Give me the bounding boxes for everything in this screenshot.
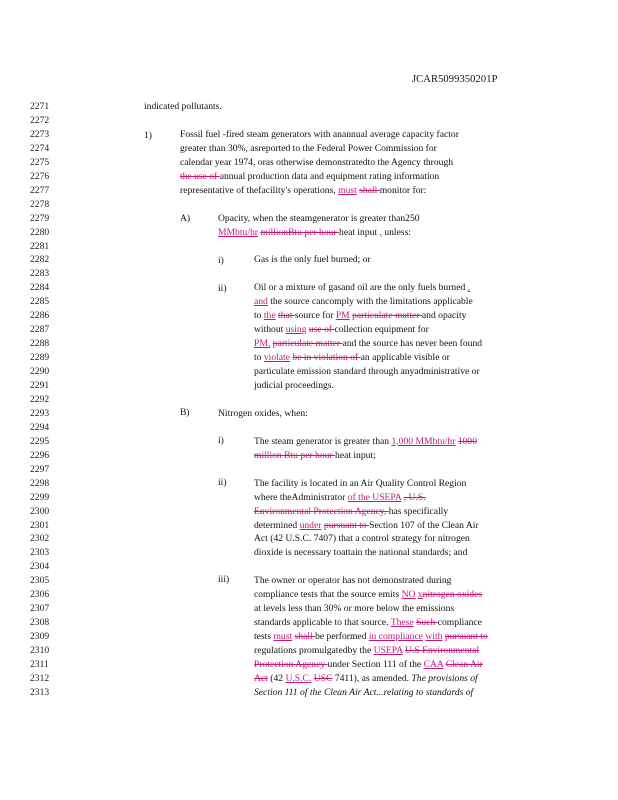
inserted-text: must xyxy=(273,631,293,643)
line-number: 2299 xyxy=(30,491,50,503)
deleted-text: the use of xyxy=(180,170,220,182)
deleted-text: use of xyxy=(308,324,335,336)
text-line xyxy=(254,506,448,518)
line-number: 2279 xyxy=(30,212,50,224)
document-id: JCAR5099350201P xyxy=(412,74,498,85)
text-line xyxy=(254,492,426,504)
deleted-text: pursuant to xyxy=(444,631,488,643)
deleted-text: , U.S. xyxy=(403,491,426,503)
inserted-text: 1,000 MMbtu/hr xyxy=(391,435,456,447)
body-text: Section 107 of the Clean Air xyxy=(369,519,479,531)
body-text: The owner or operator has not demonstrated during xyxy=(254,575,452,587)
line-number: 2271 xyxy=(30,101,50,112)
text-line xyxy=(218,213,420,225)
text-line xyxy=(254,547,467,559)
line-number: 2276 xyxy=(30,170,50,182)
body-text: monitor for: xyxy=(379,184,427,196)
body-text: indicated pollutants. xyxy=(144,101,222,112)
body-text: compliance xyxy=(437,617,482,629)
inserted-text: U.S.C. xyxy=(285,672,312,684)
inserted-text: CAA xyxy=(423,659,444,670)
inserted-text: with xyxy=(425,631,443,643)
text-line xyxy=(180,129,459,141)
text-line xyxy=(254,589,482,601)
line-number: 2308 xyxy=(30,617,50,629)
text-line xyxy=(254,575,451,587)
line-number: 2301 xyxy=(30,519,50,531)
body-text: representative of thefacility's operations, xyxy=(180,184,339,196)
deleted-text: millionBtu per hour xyxy=(260,226,340,238)
text-line xyxy=(254,366,480,378)
body-text: The steam generator is greater than xyxy=(254,435,392,447)
body-text: to xyxy=(254,310,264,322)
body-text: without xyxy=(254,324,286,336)
line-number: 2296 xyxy=(30,449,50,461)
body-text: Act (42 U.S.C. 7407) that a control strategy for nitrogen xyxy=(254,533,470,545)
text-line xyxy=(254,282,470,294)
text-line xyxy=(254,687,473,699)
text-line xyxy=(180,143,437,155)
text-line xyxy=(254,659,483,671)
inserted-text: USEPA xyxy=(373,645,403,657)
body-text: source for xyxy=(294,310,336,322)
inserted-text: and xyxy=(254,296,268,308)
body-text: greater than 30%, asreported to the Federal Power Commission for xyxy=(180,142,437,154)
inserted-text: x xyxy=(417,589,423,601)
line-number: 2302 xyxy=(30,533,50,545)
text-line xyxy=(254,645,479,657)
deleted-text: particulate matter xyxy=(272,338,343,350)
line-number: 2290 xyxy=(30,366,50,378)
item-label: ii) xyxy=(218,477,227,488)
line-number: 2287 xyxy=(30,324,50,336)
deleted-text: nitrogen oxides xyxy=(422,589,483,601)
deleted-text: shall xyxy=(294,631,316,643)
inserted-text: , xyxy=(467,282,471,294)
body-text: Gas is the only fuel burned; or xyxy=(254,254,371,266)
body-text: particulate emission standard through anyadministrative or xyxy=(254,366,480,378)
text-line xyxy=(254,310,466,322)
body-text: Opacity, when the steamgenerator is greater than250 xyxy=(218,212,420,224)
line-number: 2293 xyxy=(30,407,50,419)
body-text: at levels less than 30% or more below the emissions xyxy=(254,603,455,615)
inserted-text: of the USEPA xyxy=(347,491,402,503)
line-number: 2310 xyxy=(30,645,50,657)
deleted-text: USC xyxy=(313,672,333,684)
line-number: 2292 xyxy=(30,393,50,405)
line-number: 2275 xyxy=(30,156,50,168)
deleted-text: particulate matter xyxy=(352,310,422,322)
body-text: has specifically xyxy=(388,505,449,517)
line-number: 2284 xyxy=(30,282,50,294)
text-line xyxy=(254,436,477,448)
line-number: 2300 xyxy=(30,505,50,517)
body-text: compliance tests that the source emits xyxy=(254,589,402,601)
body-text: 7411), as amended. xyxy=(332,672,412,684)
line-number: 2286 xyxy=(30,310,50,322)
line-number: 2313 xyxy=(30,686,50,698)
body-text: Oil or a mixture of gasand oil are the only fuels burned xyxy=(254,282,468,294)
inserted-text: violate xyxy=(263,352,290,364)
inserted-text: , xyxy=(379,226,382,238)
text-line xyxy=(254,520,479,532)
body-text: heat input; xyxy=(335,449,376,461)
body-text: Fossil fuel -fired steam generators with anannual average capacity factor xyxy=(180,128,459,140)
inserted-text: These xyxy=(390,617,414,629)
line-number: 2285 xyxy=(30,296,50,308)
body-text: an applicable visible or xyxy=(360,352,450,364)
deleted-text: U.S Environmental xyxy=(405,645,480,657)
body-text: heat input xyxy=(339,226,380,238)
line-number: 2288 xyxy=(30,338,50,350)
body-text: to xyxy=(254,352,264,364)
deleted-text: pursuant to xyxy=(323,519,370,531)
item-label: B) xyxy=(180,407,190,418)
text-line xyxy=(254,450,376,462)
body-text: under Section 111 of the xyxy=(327,659,424,670)
item-label: 1) xyxy=(144,130,152,141)
body-text: annual production data and equipment rating information xyxy=(219,170,440,182)
body-text: and opacity xyxy=(421,310,467,322)
line-number: 2281 xyxy=(30,240,50,252)
text-line xyxy=(180,185,426,197)
line-number: 2283 xyxy=(30,268,50,280)
text-line xyxy=(144,101,222,113)
deleted-text: Such xyxy=(416,617,438,629)
line-number: 2291 xyxy=(30,380,50,391)
deleted-text: Clean Air xyxy=(445,659,483,670)
item-label: A) xyxy=(180,213,191,224)
text-line xyxy=(254,254,371,266)
body-text: Section 111 of the Clean Air Act...relating to standards of xyxy=(254,686,474,698)
line-number: 2273 xyxy=(30,128,50,140)
text-line xyxy=(254,352,450,364)
inserted-text: MMbtu/hr xyxy=(218,226,258,238)
line-number: 2312 xyxy=(30,672,50,684)
inserted-text: using xyxy=(285,324,307,336)
line-number: 2295 xyxy=(30,435,50,447)
text-line xyxy=(254,603,454,615)
deleted-text: million Btu per hour xyxy=(254,449,336,461)
body-text: judicial proceedings. xyxy=(254,380,334,391)
line-number: 2274 xyxy=(30,142,50,154)
line-number: 2305 xyxy=(30,575,50,587)
body-text: standards applicable to that source. xyxy=(254,617,391,629)
line-number: 2289 xyxy=(30,352,50,364)
text-line xyxy=(254,380,334,392)
body-text: where theAdministrator xyxy=(254,491,348,503)
line-number: 2304 xyxy=(30,561,50,573)
line-number: 2280 xyxy=(30,226,50,238)
text-line xyxy=(218,227,411,239)
text-line xyxy=(254,324,429,336)
deleted-text: that xyxy=(278,310,295,322)
text-line xyxy=(254,533,470,545)
item-label: i) xyxy=(218,255,224,266)
line-number: 2309 xyxy=(30,631,50,643)
text-line xyxy=(254,617,482,629)
inserted-text: under xyxy=(299,519,322,531)
body-text: calendar year 1974, oras otherwise demonstratedto the Agency through xyxy=(180,156,454,168)
item-label: ii) xyxy=(218,283,227,294)
line-number: 2298 xyxy=(30,477,50,489)
text-line xyxy=(254,478,466,490)
inserted-text: the xyxy=(263,310,276,322)
deleted-text: be in violation of xyxy=(292,352,361,364)
line-number: 2297 xyxy=(30,463,50,475)
body-text: dioxide is necessary toattain the national standards; and xyxy=(254,547,468,559)
text-line xyxy=(180,171,439,183)
line-number: 2303 xyxy=(30,547,50,559)
text-line xyxy=(180,157,453,169)
line-number: 2277 xyxy=(30,184,50,196)
body-text: The facility is located in an Air Quality Control Region xyxy=(254,477,467,489)
text-line xyxy=(254,631,488,643)
body-text: Nitrogen oxides, when: xyxy=(218,407,308,419)
line-number: 2278 xyxy=(30,198,50,210)
line-number: 2307 xyxy=(30,603,50,615)
item-label: i) xyxy=(218,435,224,446)
inserted-text: NO xyxy=(401,589,416,601)
text-line xyxy=(254,338,482,350)
text-line xyxy=(254,673,478,685)
line-number: 2311 xyxy=(30,659,49,670)
body-text: (42 xyxy=(267,672,286,684)
line-number: 2282 xyxy=(30,254,50,266)
body-text: determined xyxy=(254,519,300,531)
deleted-text: shall xyxy=(359,184,380,196)
deleted-text: Protection Agency xyxy=(254,659,328,670)
deleted-text: Act xyxy=(254,672,268,684)
item-label: iii) xyxy=(218,574,230,585)
text-line xyxy=(218,408,308,420)
line-number: 2272 xyxy=(30,114,50,126)
body-text: and the source has never been found xyxy=(342,338,483,350)
body-text: collection equipment for xyxy=(334,324,429,336)
text-line xyxy=(254,296,473,308)
line-number: 2294 xyxy=(30,421,50,433)
body-text: tests xyxy=(254,631,274,643)
inserted-text: PM xyxy=(335,310,350,322)
inserted-text: must xyxy=(338,184,357,196)
body-text: the source cancomply with the limitations applicable xyxy=(267,296,473,308)
inserted-text: in compliance xyxy=(368,631,423,643)
inserted-text: PM, xyxy=(254,338,271,350)
body-text: The provisions of xyxy=(411,672,478,684)
line-number: 2306 xyxy=(30,589,50,601)
deleted-text: Environmental Protection Agency, xyxy=(254,505,389,517)
deleted-text: 1000 xyxy=(457,435,478,447)
body-text: unless: xyxy=(381,226,411,238)
body-text: be performed xyxy=(315,631,369,643)
body-text: regulations promulgatedby the xyxy=(254,645,374,657)
